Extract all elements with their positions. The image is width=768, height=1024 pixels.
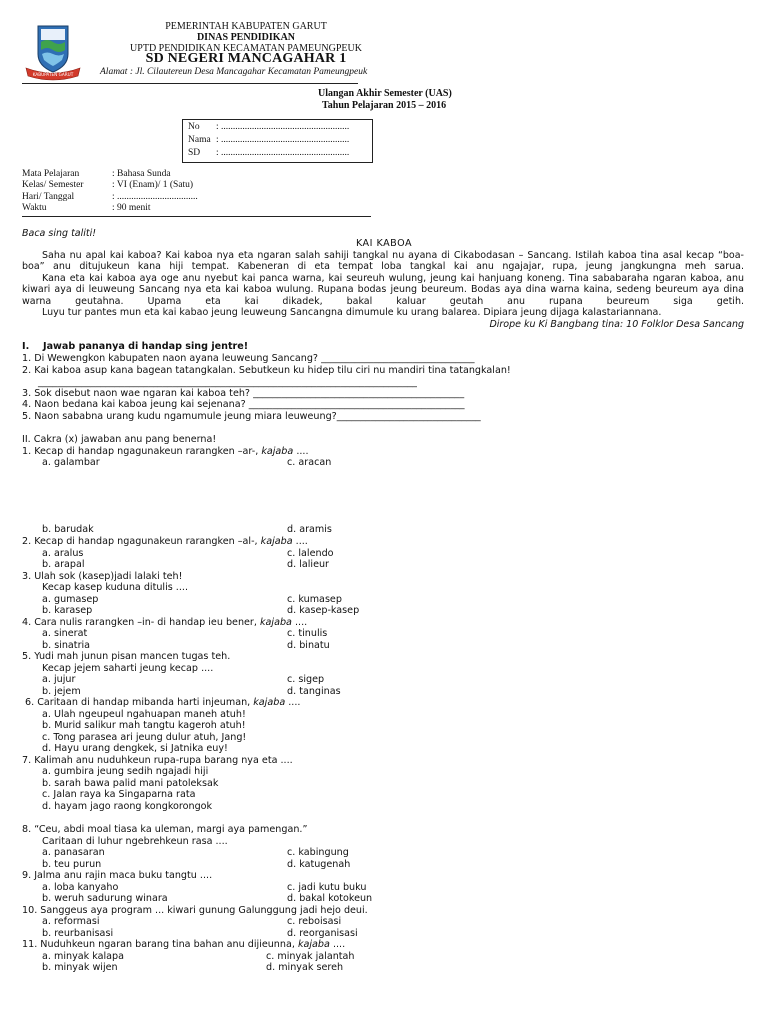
exam-title: Ulangan Akhir Semester (UAS) xyxy=(318,88,452,99)
mc-q6-option-d[interactable]: d. Hayu urang dengkek, si Jatnika euy! xyxy=(42,743,228,754)
section-2-heading: II. Cakra (x) jawaban anu pang benerna! xyxy=(22,434,217,445)
reading-title: KAI KABOA xyxy=(355,238,413,249)
mc-q4-option-d[interactable]: d. binatu xyxy=(287,640,330,651)
school-district-logo xyxy=(22,20,84,82)
logo-ribbon-text: KABUPATEN GARUT xyxy=(32,72,74,77)
header-uptd: UPTD PENDIDIKAN KECAMATAN PAMEUNGPEUK xyxy=(130,43,362,54)
mc-q5-option-b[interactable]: b. jejem xyxy=(42,686,81,697)
mc-q10-option-a[interactable]: a. reformasi xyxy=(42,916,100,927)
mc-q8-option-d[interactable]: d. katugenah xyxy=(287,859,351,870)
essay-question-1: 1. Di Wewengkon kabupaten naon ayana leuweung Sancang? ________________________________ xyxy=(22,353,475,364)
mc-question-3-line-2: Kecap kasep kuduna ditulis .... xyxy=(42,582,189,593)
mc-q3-option-d[interactable]: d. kasep-kasep xyxy=(287,605,360,616)
mc-q1-option-c[interactable]: c. aracan xyxy=(287,457,332,468)
reading-instruction: Baca sing taliti! xyxy=(22,228,97,239)
exam-year: Tahun Pelajaran 2015 – 2016 xyxy=(322,100,447,111)
mc-q1-option-a[interactable]: a. galambar xyxy=(42,457,100,468)
mc-question-6: 6. Caritaan di handap mibanda harti injeuman, kajaba .... xyxy=(25,697,301,708)
mc-q9-option-d[interactable]: d. bakal kotokeun xyxy=(287,893,373,904)
meta-divider xyxy=(22,216,371,217)
section-1-number: I. xyxy=(22,341,30,352)
mc-question-10: 10. Sanggeus aya program ... kiwari gunung Galunggung jadi hejo deui. xyxy=(22,905,368,916)
mc-q7-option-a[interactable]: a. gumbira jeung sedih ngajadi hiji xyxy=(42,766,209,777)
mc-q4-option-a[interactable]: a. sinerat xyxy=(42,628,88,639)
mc-q4-option-b[interactable]: b. sinatria xyxy=(42,640,91,651)
essay-question-3: 3. Sok disebut naon wae ngaran kai kaboa teh? ____________________________________________ xyxy=(22,388,465,399)
mc-q6-option-a[interactable]: a. Ulah ngeupeul ngahuapan maneh atuh! xyxy=(42,709,246,720)
section-1-heading: Jawab pananya di handap sing jentre! xyxy=(43,341,249,352)
reading-paragraph-1: Saha nu apal kai kaboa? Kai kaboa nya eta ngaran salah sahiji tangkal nu ayana di Cikabodasan – Sancang. Istilah kaboa tina asal kecap “boa-boa” anu ditujukeun kana hiji tempat. Kabeneran di eta tempat loba tangkal kai anu ngajajar, rupa, jeung jangkungna meh sarua. xyxy=(22,250,744,273)
id-row-school: SD : ...................................................... xyxy=(188,148,350,158)
mc-q3-option-b[interactable]: b. karasep xyxy=(42,605,93,616)
reading-source: Dirope ku Ki Bangbang tina: 10 Folklor Desa Sancang xyxy=(489,319,744,330)
mc-q11-option-a[interactable]: a. minyak kalapa xyxy=(42,951,125,962)
id-row-name: Nama : ...................................................... xyxy=(188,135,350,145)
school-address: Alamat : Jl. Cilautereun Desa Mancagahar Kecamatan Pameungpeuk xyxy=(100,67,368,77)
meta-subject: Mata Pelajaran : Bahasa Sunda xyxy=(22,169,171,179)
meta-time: Waktu : 90 menit xyxy=(22,203,151,213)
mc-q11-option-d[interactable]: d. minyak sereh xyxy=(266,962,344,973)
mc-q9-option-c[interactable]: c. jadi kutu buku xyxy=(287,882,367,893)
reading-paragraph-3: Luyu tur pantes mun eta kai kabao jeung leuweung Sancangna dimumule ku urang balarea. Dipiara jeung dijaga kalastariannana. xyxy=(42,307,662,318)
mc-question-2: 2. Kecap di handap ngagunakeun rarangken –al-, kajaba .... xyxy=(22,536,308,547)
mc-q10-option-d[interactable]: d. reorganisasi xyxy=(287,928,358,939)
mc-question-4: 4. Cara nulis rarangken –in- di handap ieu bener, kajaba .... xyxy=(22,617,308,628)
mc-q2-option-c[interactable]: c. lalendo xyxy=(287,548,334,559)
mc-q8-option-a[interactable]: a. panasaran xyxy=(42,847,105,858)
mc-question-3: 3. Ulah sok (kasep)jadi lalaki teh! xyxy=(22,571,183,582)
mc-q5-option-d[interactable]: d. tanginas xyxy=(287,686,341,697)
mc-q6-option-b[interactable]: b. Murid salikur mah tangtu kageroh atuh! xyxy=(42,720,246,731)
essay-answer-line-2: _______________________________________________________________________________ xyxy=(38,377,417,388)
student-id-box xyxy=(182,119,373,163)
mc-question-9: 9. Jalma anu rajin maca buku tangtu .... xyxy=(22,870,213,881)
mc-q6-option-c[interactable]: c. Tong parasea ari jeung dulur atuh, Jang! xyxy=(42,732,247,743)
header-divider xyxy=(22,83,358,84)
mc-q3-option-c[interactable]: c. kumasep xyxy=(287,594,342,605)
mc-q1-option-b[interactable]: b. barudak xyxy=(42,524,94,535)
mc-q5-option-c[interactable]: c. sigep xyxy=(287,674,325,685)
essay-question-5: 5. Naon sababna urang kudu ngamumule jeung miara leuweung?______________________________ xyxy=(22,411,481,422)
mc-q11-option-b[interactable]: b. minyak wijen xyxy=(42,962,118,973)
mc-q2-option-d[interactable]: d. lalieur xyxy=(287,559,329,570)
mc-q3-option-a[interactable]: a. gumasep xyxy=(42,594,99,605)
essay-question-2: 2. Kai kaboa asup kana bagean tatangkalan. Sebutkeun ku hidep tilu ciri nu mandiri tina tatangkalan! xyxy=(22,365,511,376)
mc-q2-option-b[interactable]: b. arapal xyxy=(42,559,85,570)
mc-q7-option-c[interactable]: c. Jalan raya ka Singaparna rata xyxy=(42,789,196,800)
mc-q10-option-b[interactable]: b. reurbanisasi xyxy=(42,928,114,939)
mc-question-7: 7. Kalimah anu nuduhkeun rupa-rupa barang nya eta .... xyxy=(22,755,293,766)
mc-q8-option-b[interactable]: b. teu purun xyxy=(42,859,102,870)
header-department: DINAS PENDIDIKAN xyxy=(196,32,296,43)
id-row-no: No : ...................................................... xyxy=(188,122,350,132)
meta-class: Kelas/ Semester : VI (Enam)/ 1 (Satu) xyxy=(22,180,194,190)
mc-q8-option-c[interactable]: c. kabingung xyxy=(287,847,349,858)
school-name: SD NEGERI MANCAGAHAR 1 xyxy=(145,51,347,66)
mc-q5-option-a[interactable]: a. jujur xyxy=(42,674,76,685)
mc-question-1: 1. Kecap di handap ngagunakeun rarangken –ar-, kajaba .... xyxy=(22,446,309,457)
mc-q10-option-c[interactable]: c. reboisasi xyxy=(287,916,342,927)
mc-question-11: 11. Nuduhkeun ngaran barang tina bahan anu dijieunna, kajaba .... xyxy=(22,939,346,950)
mc-question-8-line-2: Caritaan di luhur ngebrehkeun rasa .... xyxy=(42,836,228,847)
mc-question-8: 8. “Ceu, abdi moal tiasa ka uleman, margi aya pamengan.” xyxy=(22,824,308,835)
mc-q4-option-c[interactable]: c. tinulis xyxy=(287,628,328,639)
essay-question-4: 4. Naon bedana kai kaboa jeung kai sejenana? _____________________________________________ xyxy=(22,399,465,410)
mc-q7-option-d[interactable]: d. hayam jago raong kongkorongok xyxy=(42,801,213,812)
mc-q2-option-a[interactable]: a. aralus xyxy=(42,548,84,559)
mc-q9-option-b[interactable]: b. weruh sadurung winara xyxy=(42,893,168,904)
mc-q7-option-b[interactable]: b. sarah bawa palid mani patoleksak xyxy=(42,778,219,789)
meta-date: Hari/ Tanggal : .................................. xyxy=(22,192,198,202)
mc-q9-option-a[interactable]: a. loba kanyaho xyxy=(42,882,119,893)
header-government: PEMERINTAH KABUPATEN GARUT xyxy=(165,21,327,32)
mc-question-5: 5. Yudi mah junun pisan mancen tugas teh. xyxy=(22,651,231,662)
mc-question-5-line-2: Kecap jejem saharti jeung kecap .... xyxy=(42,663,214,674)
reading-paragraph-2: Kana eta kai kaboa aya oge anu nyebut kai panca warna, kai seureuh wulung, jeung kai hanjuang koneng. Tina sababaraha ngaran kaboa, anu kiwari aya di leuweung Sancang nya eta kai kaboa wulung. Rupana bodas jeung beureum. Bodas aya dina warna kaina, sedeng beureum aya dina warna geutahna. Upama eta kai dikadek, bakal kaluar geutah anu rupana beureum siga getih. xyxy=(22,273,744,307)
mc-q1-option-d[interactable]: d. aramis xyxy=(287,524,332,535)
mc-q11-option-c[interactable]: c. minyak jalantah xyxy=(266,951,355,962)
